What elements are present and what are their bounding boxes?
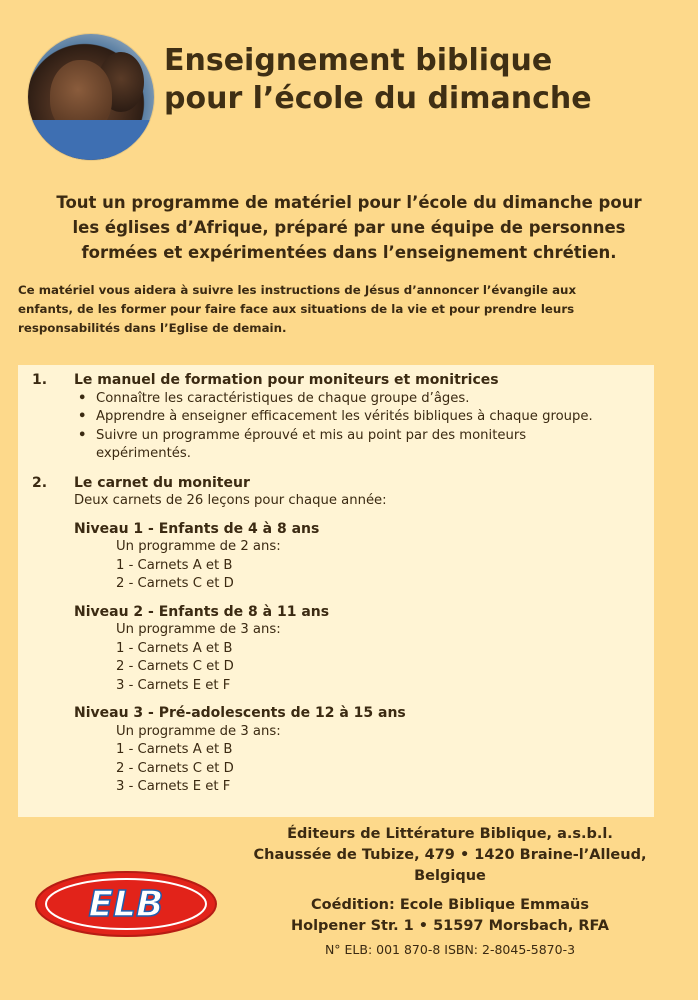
description-line-2: enfants, de les former pour faire face aux situations de la vie et pour prendre leurs xyxy=(18,302,575,316)
level-2-item: 3 - Carnets E et F xyxy=(116,677,231,693)
cover-photo-children xyxy=(28,34,154,160)
level-3-item: 1 - Carnets A et B xyxy=(116,742,233,757)
level-2-program: Un programme de 3 ans: xyxy=(116,622,281,637)
contents-box xyxy=(18,365,654,817)
bullet-item-continuation: expérimentés. xyxy=(96,446,191,461)
description-line-1: Ce matériel vous aidera à suivre les instructions de Jésus d’annoncer l’évangile aux xyxy=(18,283,577,297)
level-1-item: 2 - Carnets C et D xyxy=(116,576,234,591)
coedition-line-2: Holpener Str. 1 • 51597 Morsbach, RFA xyxy=(290,918,610,934)
intro-line-3: formées et expérimentées dans l’enseignement chrétien. xyxy=(81,243,617,262)
section-1 xyxy=(32,371,644,464)
section-2 xyxy=(32,474,644,511)
level-1-title: Niveau 1 - Enfants de 4 à 8 ans xyxy=(74,520,320,537)
title-line-2: pour l’école du dimanche xyxy=(164,81,592,116)
section-2-subtitle: Deux carnets de 26 leçons pour chaque année: xyxy=(74,493,387,508)
level-1-program: Un programme de 2 ans: xyxy=(116,539,281,554)
level-1 xyxy=(74,520,644,594)
section-1-title: Le manuel de formation pour moniteurs et monitrices xyxy=(74,372,499,388)
section-2-number: 2. xyxy=(32,474,48,491)
level-3-item: 2 - Carnets C et D xyxy=(116,760,234,776)
level-2 xyxy=(74,603,644,696)
publisher-line-1: Éditeurs de Littérature Biblique, a.s.b.l. xyxy=(287,826,613,842)
elb-logo-text: ELB xyxy=(88,884,164,925)
publisher-block xyxy=(220,824,680,887)
level-3-title: Niveau 3 - Pré-adolescents de 12 à 15 ans xyxy=(74,705,406,721)
section-1-number: 1. xyxy=(32,372,48,388)
photo-child-shirt xyxy=(28,120,154,160)
publisher-line-3: Belgique xyxy=(414,868,486,884)
elb-logo xyxy=(33,870,219,938)
description-paragraph xyxy=(18,281,682,338)
level-3-item: 3 - Carnets E et F xyxy=(116,779,231,794)
intro-line-1: Tout un programme de matériel pour l’école du dimanche pour xyxy=(56,193,642,212)
intro-line-2: les églises d’Afrique, préparé par une équipe de personnes xyxy=(72,218,626,237)
section-1-bullets xyxy=(74,390,644,464)
level-2-title: Niveau 2 - Enfants de 8 à 11 ans xyxy=(74,603,330,620)
bullet-item-text: Suivre un programme éprouvé et mis au point par des moniteurs xyxy=(96,427,527,443)
coedition-line-1: Coédition: Ecole Biblique Emmaüs xyxy=(311,897,589,913)
level-1-item: 1 - Carnets A et B xyxy=(116,557,233,573)
level-3-program: Un programme de 3 ans: xyxy=(116,723,281,739)
level-2-item: 1 - Carnets A et B xyxy=(116,640,233,656)
bullet-item: • Apprendre à enseigner efficacement les vérités bibliques à chaque groupe. xyxy=(74,408,644,427)
page-title xyxy=(164,42,684,118)
level-3 xyxy=(74,704,644,797)
bullet-item: • Connaître les caractéristiques de chaque groupe d’âges. xyxy=(74,390,644,409)
intro-paragraph xyxy=(18,190,680,265)
description-line-3: responsabilités dans l’Eglise de demain. xyxy=(18,321,287,335)
bullet-item xyxy=(74,427,644,464)
section-2-title: Le carnet du moniteur xyxy=(74,474,250,491)
publisher-line-2: Chaussée de Tubize, 479 • 1420 Braine-l’Alleud, xyxy=(253,847,647,863)
coedition-block xyxy=(220,895,680,937)
title-line-1: Enseignement biblique xyxy=(164,43,553,78)
level-2-item: 2 - Carnets C et D xyxy=(116,659,234,674)
isbn-line: N° ELB: 001 870-8 ISBN: 2-8045-5870-3 xyxy=(324,942,576,957)
